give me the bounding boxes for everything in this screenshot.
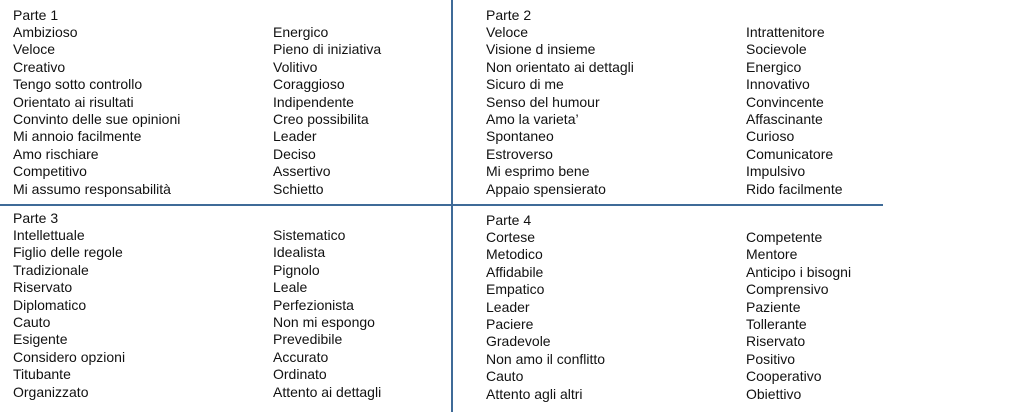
list-item: Convincente <box>746 93 824 110</box>
list-item: Obiettivo <box>746 385 802 402</box>
list-item: Accurato <box>273 348 329 365</box>
list-item: Cooperativo <box>746 368 822 385</box>
list-item: Visione d insieme <box>486 41 596 58</box>
list-item: Energico <box>746 58 802 75</box>
list-item: Riservato <box>746 333 806 350</box>
list-item: Non mi espongo <box>273 314 375 331</box>
list-item: Metodico <box>486 246 543 263</box>
list-item: Prevedibile <box>273 331 343 348</box>
list-item: Titubante <box>13 366 71 383</box>
list-item: Diplomatico <box>13 296 87 313</box>
list-item: Leader <box>273 128 317 145</box>
list-item: Riservato <box>13 279 73 296</box>
list-item: Tradizionale <box>13 261 89 278</box>
list-item: Tengo sotto controllo <box>13 76 143 93</box>
right-column <box>273 227 381 401</box>
list-item: Mi esprimo bene <box>486 163 590 180</box>
list-item: Socievole <box>746 41 807 58</box>
list-item: Indipendente <box>273 93 354 110</box>
list-item: Deciso <box>273 145 316 162</box>
list-item: Competente <box>746 229 823 245</box>
list-item: Considero opzioni <box>13 348 126 365</box>
list-item: Sicuro di me <box>486 76 564 93</box>
list-item: Schietto <box>273 180 324 197</box>
left-column <box>13 24 180 198</box>
list-item: Non orientato ai dettagli <box>486 58 634 75</box>
list-item: Leader <box>486 298 530 315</box>
list-item: Tollerante <box>746 316 807 333</box>
list-item: Affascinante <box>746 111 823 128</box>
list-item: Orientato ai risultati <box>13 93 134 110</box>
list-item: Anticipo i bisogni <box>746 263 852 280</box>
list-item: Appaio spensierato <box>486 180 606 197</box>
list-item: Impulsivo <box>746 163 806 180</box>
list-item: Ambizioso <box>13 24 78 40</box>
list-item: Innovativo <box>746 76 810 93</box>
list-item: Sistematico <box>273 227 346 243</box>
list-item: Paciere <box>486 316 534 333</box>
list-item: Mi annoio facilmente <box>13 128 142 145</box>
section-title: Parte 2 <box>486 7 532 23</box>
list-item: Comprensivo <box>746 281 829 298</box>
left-column <box>13 227 125 401</box>
list-item: Estroverso <box>486 145 553 162</box>
list-item: Organizzato <box>13 383 89 400</box>
list-item: Coraggioso <box>273 76 345 93</box>
list-item: Attento ai dettagli <box>273 383 382 400</box>
list-item: Mentore <box>746 246 798 263</box>
list-item: Positivo <box>746 350 796 367</box>
list-item: Perfezionista <box>273 296 354 313</box>
list-item: Competitivo <box>13 163 87 180</box>
list-item: Intrattenitore <box>746 24 825 40</box>
list-item: Esigente <box>13 331 68 348</box>
list-item: Affidabile <box>486 263 544 280</box>
list-item: Convinto delle sue opinioni <box>13 111 181 128</box>
list-item: Comunicatore <box>746 145 834 162</box>
vertical-divider <box>451 0 453 412</box>
list-item: Creo possibilita <box>273 111 369 128</box>
list-item: Cauto <box>13 314 51 331</box>
list-item: Veloce <box>486 24 529 40</box>
section-title: Parte 4 <box>486 212 532 228</box>
section-title: Parte 1 <box>13 7 59 23</box>
list-item: Spontaneo <box>486 128 554 145</box>
right-column <box>746 24 843 198</box>
list-item: Cauto <box>486 368 524 385</box>
list-item: Ordinato <box>273 366 327 383</box>
list-item: Gradevole <box>486 333 551 350</box>
list-item: Leale <box>273 279 308 296</box>
left-column <box>486 24 634 198</box>
list-item: Mi assumo responsabilità <box>13 180 171 197</box>
list-item: Empatico <box>486 281 545 298</box>
list-item: Rido facilmente <box>746 180 843 197</box>
list-item: Idealista <box>273 244 326 261</box>
right-column <box>273 24 381 198</box>
list-item: Assertivo <box>273 163 331 180</box>
list-item: Figlio delle regole <box>13 244 123 261</box>
list-item: Amo la varieta’ <box>486 111 579 128</box>
list-item: Non amo il conflitto <box>486 350 606 367</box>
list-item: Senso del humour <box>486 93 600 110</box>
list-item: Volitivo <box>273 58 318 75</box>
list-item: Curioso <box>746 128 795 145</box>
list-item: Veloce <box>13 41 56 58</box>
list-item: Pieno di iniziativa <box>273 41 382 58</box>
list-item: Creativo <box>13 58 66 75</box>
list-item: Pignolo <box>273 261 320 278</box>
list-item: Paziente <box>746 298 801 315</box>
left-column <box>486 229 605 403</box>
list-item: Energico <box>273 24 329 40</box>
list-item: Intellettuale <box>13 227 85 243</box>
list-item: Cortese <box>486 229 536 245</box>
horizontal-divider <box>0 204 883 206</box>
list-item: Amo rischiare <box>13 145 99 162</box>
list-item: Attento agli altri <box>486 385 583 402</box>
right-column <box>746 229 851 403</box>
section-title: Parte 3 <box>13 210 59 226</box>
